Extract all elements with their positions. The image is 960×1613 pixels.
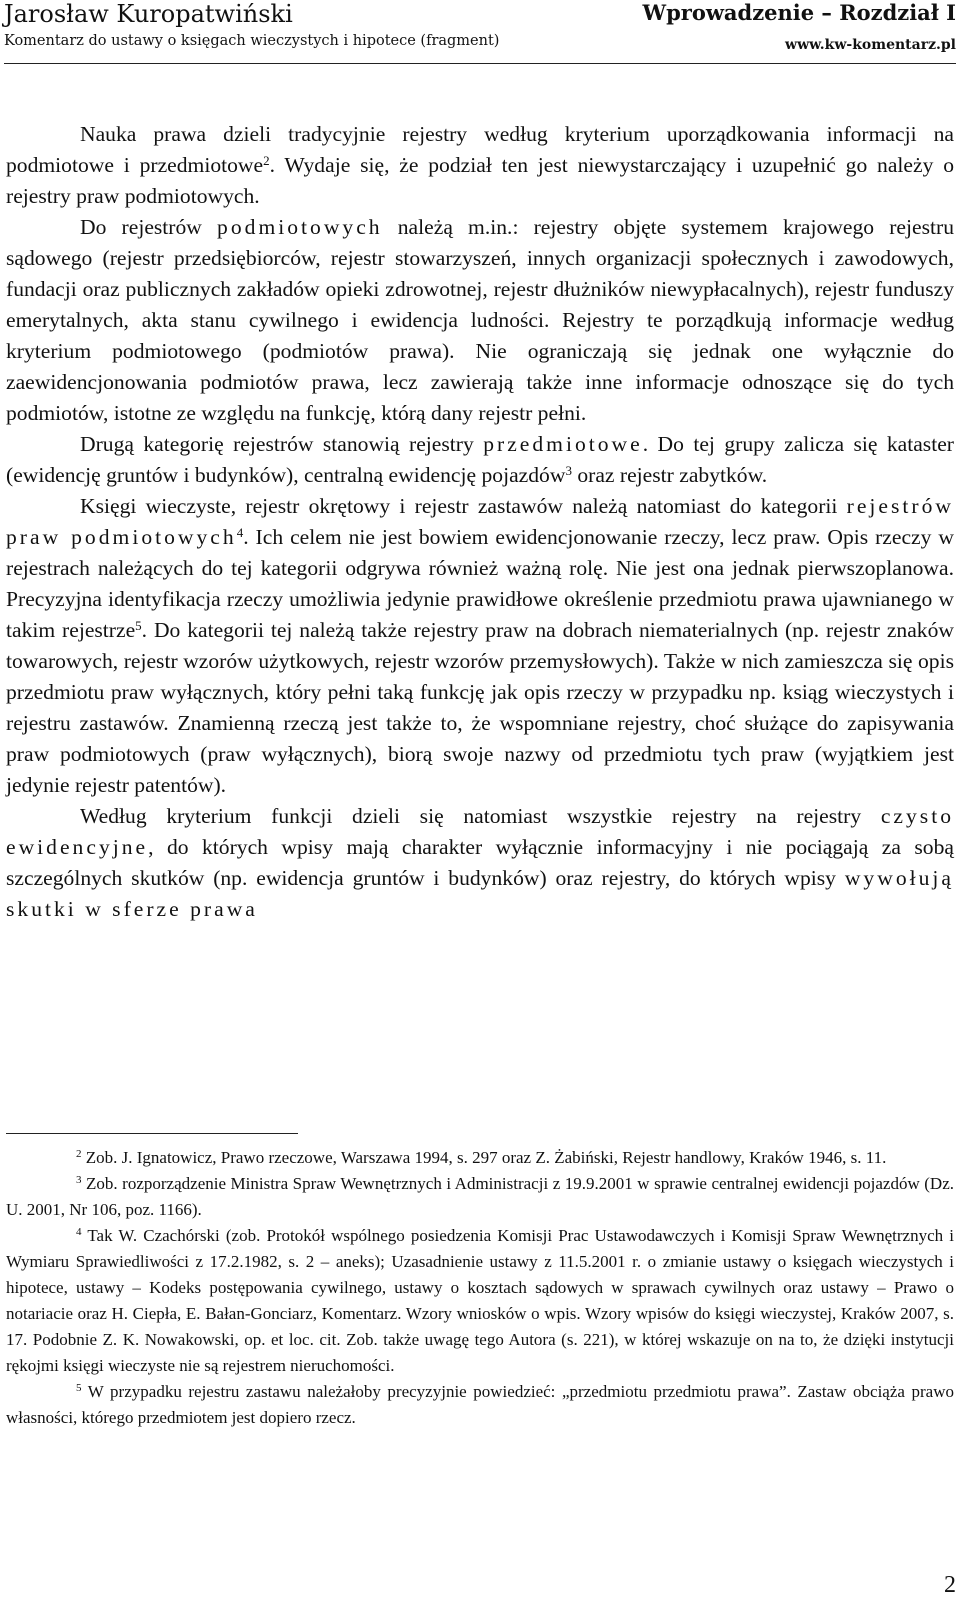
text-run: Nauka prawa dzieli tradycyjnie rejestry według kryterium uporządkowania informacji na podmiotowe i przedmiotowe	[6, 122, 954, 177]
text-run: , do których wpisy mają charakter wyłącznie informacyjny i nie pociągają za sobą szczególnych skutków (np. ewidencja gruntów i budynków) oraz rejestry, do których wpisy	[6, 835, 954, 890]
footnote-ref-3[interactable]: 3	[565, 463, 572, 478]
text-run: Drugą kategorię rejestrów stanowią rejestry	[80, 432, 484, 456]
footnote-text: W przypadku rejestru zastawu należałoby precyzyjnie powiedzieć: „przedmiotu przedmiotu prawa”. Zastaw obciąża prawo własności, którego przedmiotem jest dopiero rzecz.	[6, 1382, 954, 1427]
header-author: Jarosław Kuropatwiński	[4, 0, 293, 28]
text-run: należą m.in.: rejestry objęte systemem krajowego rejestru sądowego (rejestr przedsiębiorców, rejestr stowarzyszeń, innych organizacji społecznych i zawodowych, fundacji oraz publicznych zakładów opieki zdrowotnej, rejestr dłużników niewypłacalnych), rejestr funduszy emerytalnych, akta stanu cywilnego i ewidencja ludności. Rejestry te porządkują informacje według kryterium podmiotowego (podmiotów prawa). Nie ograniczają się jednak one wyłącznie do zaewidencjonowania podmiotów prawa, lecz zawierają także inne informacje odnoszące się do tych podmiotów, istotne ze względu na funkcję, którą dany rejestr pełni.	[6, 215, 954, 425]
header-url-link[interactable]: www.kw-komentarz.pl	[785, 37, 956, 53]
footnote-text: Zob. rozporządzenie Ministra Spraw Wewnętrznych i Administracji z 19.9.2001 w sprawie centralnej ewidencji pojazdów (Dz. U. 2001, Nr 106, poz. 1166).	[6, 1174, 954, 1219]
main-text	[6, 119, 954, 925]
footnote-2	[6, 1145, 954, 1171]
footnote-5	[6, 1379, 954, 1431]
paragraph-1	[6, 119, 954, 212]
text-run: . Wydaje się, że podział ten jest niewystarczający i uzupełnić go należy o rejestry praw podmiotowych.	[6, 153, 954, 208]
footnote-ref-4[interactable]: 4	[236, 525, 244, 540]
footnote-ref-2[interactable]: 2	[263, 153, 270, 168]
footnote-number: 5	[76, 1382, 82, 1394]
footnote-3	[6, 1171, 954, 1223]
header-divider	[4, 63, 956, 64]
paragraph-5	[6, 801, 954, 925]
header-chapter: Wprowadzenie – Rozdział I	[642, 0, 956, 25]
page-number: 2	[944, 1572, 956, 1598]
text-run: . Do kategorii tej należą także rejestry praw na dobrach niematerialnych (np. rejestr znaków towarowych, rejestr wzorów użytkowych, rejestr wzorów przemysłowych). Także w nich zamieszcza się opis przedmiotu praw wyłącznych, który pełni taką funkcję jak opis rzeczy w przypadku np. ksiąg wieczystych i rejestru zastawów. Znamienną rzeczą jest także to, że wspomniane rejestry, choć służące do zapisywania praw podmiotowych (praw wyłącznych), biorą swoje nazwy od przedmiotu tych praw (wyjątkiem jest jedynie rejestr patentów).	[6, 618, 954, 797]
paragraph-2	[6, 212, 954, 429]
footnote-ref-5[interactable]: 5	[135, 618, 142, 633]
text-run: Według kryterium funkcji dzieli się natomiast wszystkie rejestry na rejestry	[80, 804, 881, 828]
spaced-emphasis: podmiotowych	[217, 215, 383, 239]
spaced-emphasis: wywołują skutki w sferze prawa	[6, 866, 954, 921]
paragraph-4	[6, 491, 954, 801]
footnote-text: Zob. J. Ignatowicz, Prawo rzeczowe, Warszawa 1994, s. 297 oraz Z. Żabiński, Rejestr handlowy, Kraków 1946, s. 11.	[81, 1148, 887, 1167]
text-run: . Do tej grupy zalicza się kataster (ewidencję gruntów i budynków), centralną ewidencję pojazdów	[6, 432, 954, 487]
footnote-number: 4	[76, 1226, 82, 1238]
footnote-4	[6, 1223, 954, 1379]
spaced-emphasis: czysto ewidencyjne	[6, 804, 954, 859]
text-run: oraz rejestr zabytków.	[571, 463, 768, 487]
footnote-number: 2	[76, 1148, 82, 1160]
paragraph-3	[6, 429, 954, 491]
header-subtitle: Komentarz do ustawy o księgach wieczystych i hipotece (fragment)	[4, 33, 500, 49]
text-run: Do rejestrów	[80, 215, 218, 239]
footnote-divider	[6, 1133, 298, 1134]
text-run: Księgi wieczyste, rejestr okrętowy i rejestr zastawów należą natomiast do kategorii	[80, 494, 847, 518]
spaced-emphasis: rejestrów praw podmiotowych	[6, 494, 954, 549]
footnote-text: Tak W. Czachórski (zob. Protokół wspólnego posiedzenia Komisji Prac Ustawodawczych i Komisji Spraw Wewnętrznych i Wymiaru Sprawiedliwości z 17.2.1982, s. 2 – aneks); Uzasadnienie ustawy z 11.5.2001 r. o zmianie ustawy o księgach wieczystych i hipotece, ustawy – Kodeks postępowania cywilnego, ustawy o kosztach sądowych w sprawach cywilnych oraz ustawy – Prawo o notariacie oraz H. Ciepła, E. Bałan-Gonciarz, Komentarz. Wzory wniosków o wpis. Wzory wpisów do księgi wieczystej, Kraków 2007, s. 17. Podobnie Z. K. Nowakowski, op. et loc. cit. Zob. także uwagę tego Autora (s. 221), w której wskazuje on na to, że dzięki instytucji rękojmi księgi wieczyste nie są rejestrem nieruchomości.	[6, 1226, 954, 1375]
footnote-number: 3	[76, 1174, 82, 1186]
footnotes	[6, 1145, 954, 1431]
text-run: . Ich celem nie jest bowiem ewidencjonowanie rzeczy, lecz praw. Opis rzeczy w rejestrach należących do tej kategorii odgrywa również ważną rolę. Nie jest ona jednak pierwszoplanowa. Precyzyjna identyfikacja rzeczy umożliwia jedynie prawidłowe określenie przedmiotu prawa ujawnianego w takim rejestrze	[6, 525, 954, 642]
spaced-emphasis: przedmiotowe	[483, 432, 643, 456]
